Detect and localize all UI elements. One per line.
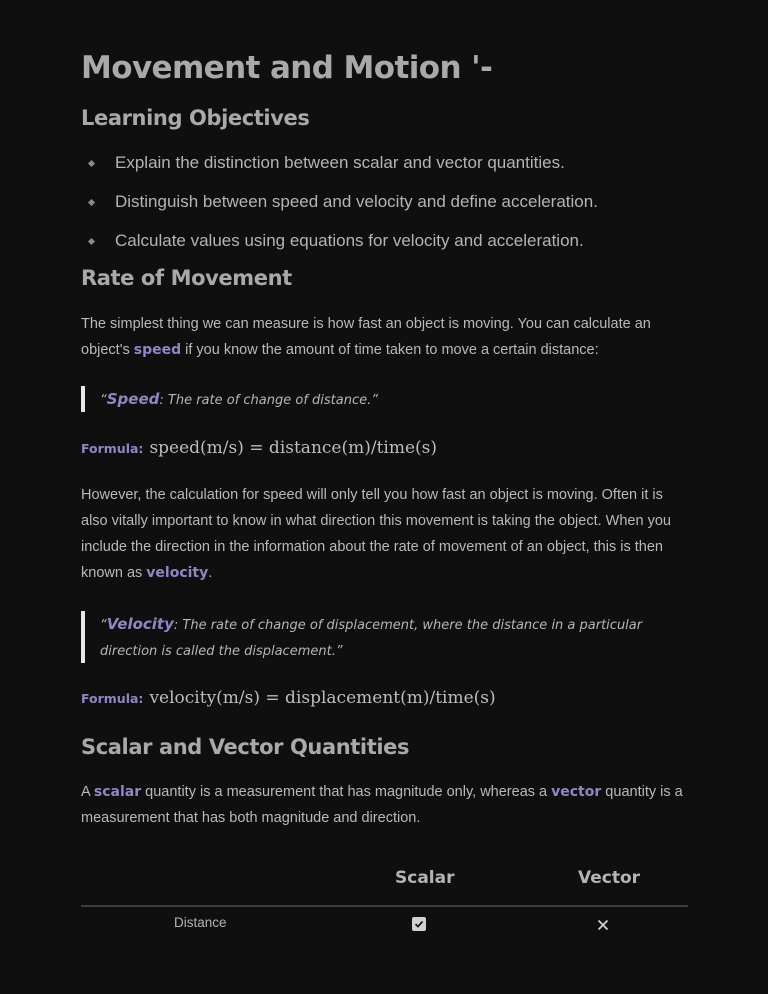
page-title: Movement and Motion '- — [81, 50, 493, 86]
learning-objectives-heading: Learning Objectives — [81, 106, 310, 130]
checkbox-checked-icon — [412, 917, 426, 931]
table-divider — [81, 905, 688, 907]
vector-keyword: vector — [551, 784, 602, 800]
velocity-term: Velocity — [106, 615, 174, 633]
speed-definition-quote: “Speed: The rate of change of distance.” — [81, 386, 680, 412]
bullet-icon — [88, 199, 95, 206]
bullet-icon — [88, 160, 95, 167]
bullet-icon — [88, 238, 95, 245]
rate-paragraph-1: The simplest thing we can measure is how fast an object is moving. You can calculate an object's speed if you know the amount of time taken to move a certain distance: — [81, 316, 651, 358]
velocity-formula: Formula: velocity(m/s) = displacement(m)/time(s) — [81, 688, 496, 708]
table-row-label: Distance — [174, 915, 227, 930]
scalar-vector-paragraph: A scalar quantity is a measurement that has magnitude only, whereas a vector quantity is a measurement that has both magnitude and direction. — [81, 784, 683, 826]
velocity-keyword: velocity — [146, 565, 209, 581]
speed-formula: Formula: speed(m/s) = distance(m)/time(s) — [81, 438, 438, 458]
velocity-definition-quote: “Velocity: The rate of change of displacement, where the distance in a particular direction is called the displacement.” — [81, 611, 680, 663]
list-item: Distinguish between speed and velocity and define acceleration. — [81, 189, 598, 228]
speed-term: Speed — [106, 390, 160, 408]
table-header-vector: Vector — [578, 868, 641, 888]
list-item: Calculate values using equations for velocity and acceleration. — [81, 228, 598, 267]
rate-paragraph-2: However, the calculation for speed will only tell you how fast an object is moving. Often it is also vitally important to know in what direction this movement is taking the object. When you include the direction in the information about the rate of movement of an object, this is then known as velocity. — [81, 487, 671, 581]
table-header-scalar: Scalar — [395, 868, 455, 888]
formula-label: Formula: — [81, 691, 144, 706]
list-item: Explain the distinction between scalar and vector quantities. — [81, 150, 598, 189]
scalar-keyword: scalar — [93, 784, 142, 800]
cross-icon — [597, 918, 609, 936]
scalar-vector-heading: Scalar and Vector Quantities — [81, 735, 410, 759]
objectives-list — [81, 150, 598, 267]
formula-label: Formula: — [81, 441, 144, 456]
speed-keyword: speed — [133, 342, 182, 358]
rate-of-movement-heading: Rate of Movement — [81, 266, 292, 290]
